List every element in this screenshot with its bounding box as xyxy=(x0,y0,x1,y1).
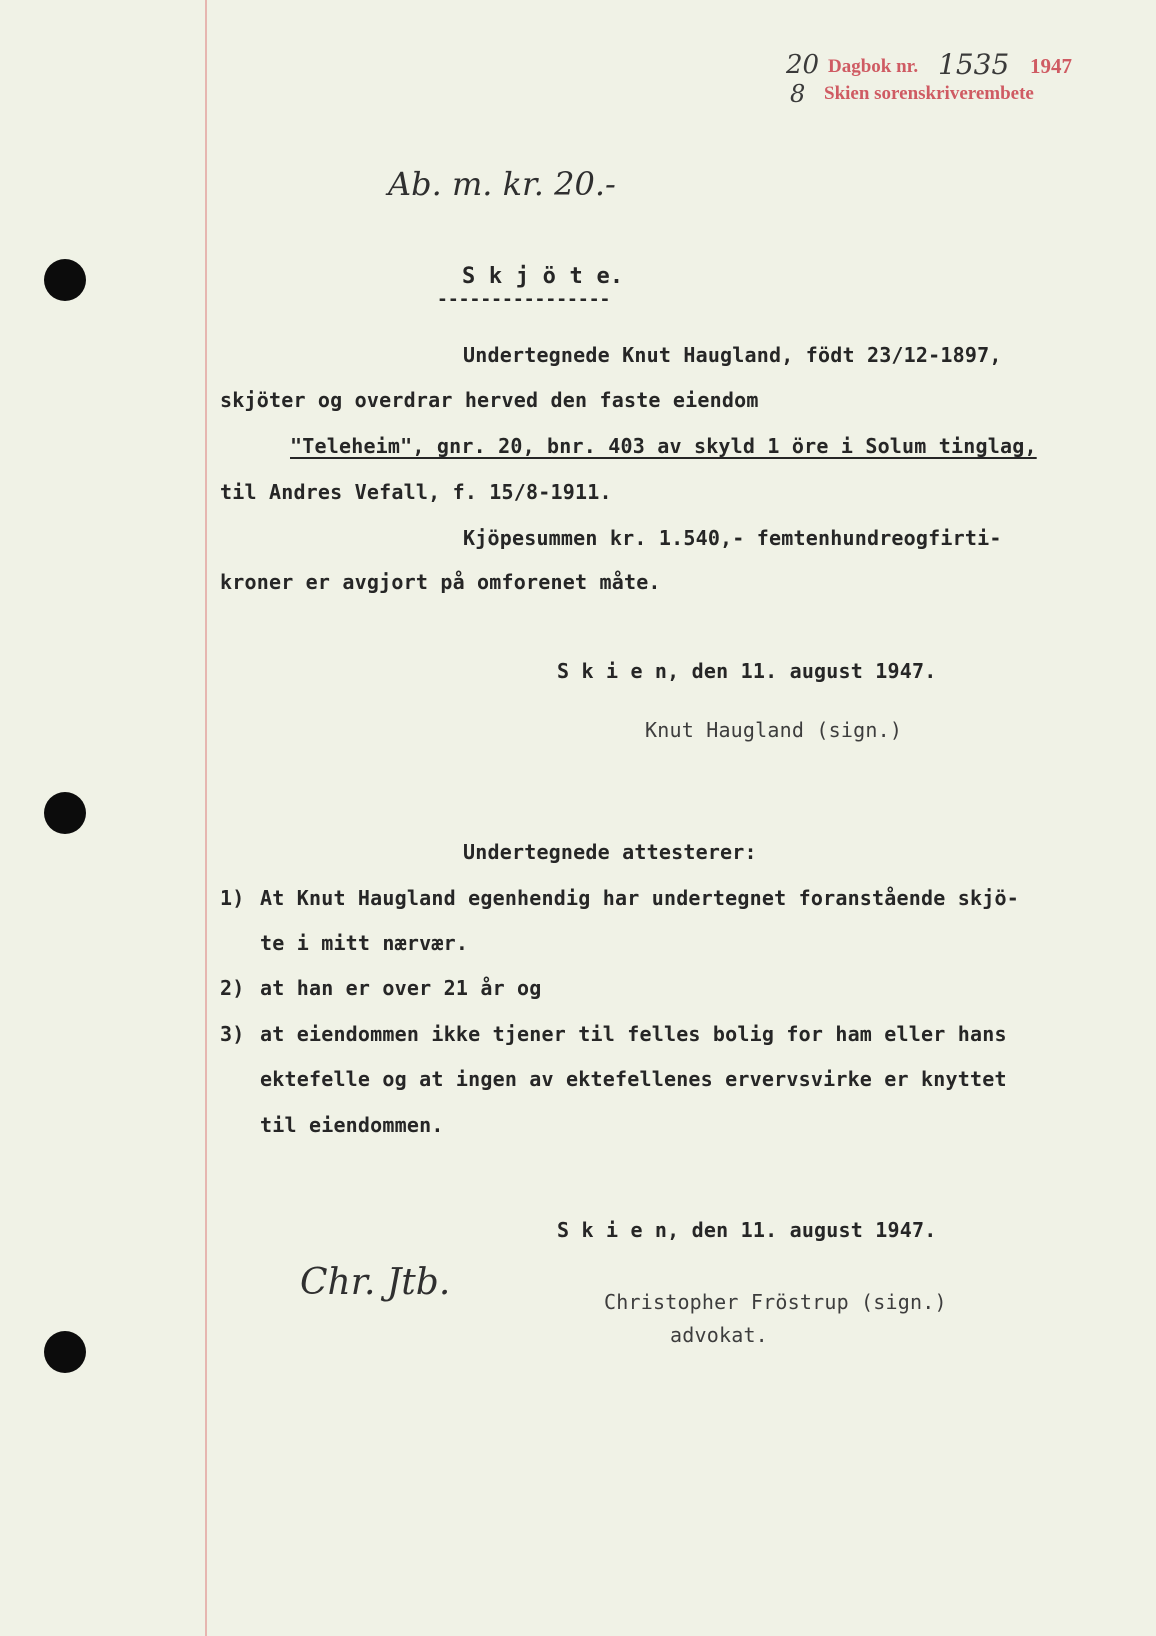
signature-1: Knut Haugland (sign.) xyxy=(645,718,903,742)
attest-item-1-line-2: te i mitt nærvær. xyxy=(260,931,469,955)
title-underline: ---------------- xyxy=(437,289,611,310)
signature-2: Christopher Fröstrup (sign.) xyxy=(604,1290,947,1314)
signature-2-title: advokat. xyxy=(670,1323,768,1347)
punch-hole-middle xyxy=(44,792,86,834)
body-line-4: til Andres Vefall, f. 15/8-1911. xyxy=(220,480,612,504)
punch-hole-top xyxy=(44,259,86,301)
stamp-label: Dagbok nr. xyxy=(828,56,919,77)
margin-rule xyxy=(205,0,207,1636)
document-title: S k j ö t e. xyxy=(462,264,624,289)
body-line-5: Kjöpesummen kr. 1.540,- femtenhundreogfirti- xyxy=(463,526,1002,550)
stamp-date-month: 8 xyxy=(790,80,806,108)
place-date-1: S k i e n, den 11. august 1947. xyxy=(557,659,937,683)
punch-hole-bottom xyxy=(44,1331,86,1373)
handwritten-fee-note: Ab. m. kr. 20.- xyxy=(388,165,616,203)
attest-item-3-line-1: at eiendommen ikke tjener til felles bolig for ham eller hans xyxy=(260,1022,1007,1046)
stamp-date-day: 20 xyxy=(786,50,820,80)
attest-item-3-line-2: ektefelle og at ingen av ektefellenes ervervsvirke er knyttet xyxy=(260,1067,1007,1091)
body-line-1: Undertegnede Knut Haugland, födt 23/12-1897, xyxy=(463,343,1002,367)
body-line-6: kroner er avgjort på omforenet måte. xyxy=(220,570,661,594)
stamp-year: 1947 xyxy=(1030,54,1072,78)
attest-item-3-number: 3) xyxy=(220,1022,245,1046)
handwritten-initials: Chr. Jtb. xyxy=(300,1262,451,1303)
attest-heading: Undertegnede attesterer: xyxy=(463,840,757,864)
body-line-2: skjöter og overdrar herved den faste eiendom xyxy=(220,388,759,412)
attest-item-2-number: 2) xyxy=(220,976,245,1000)
attest-item-1-line-1: At Knut Haugland egenhendig har undertegnet foranstående skjö- xyxy=(260,886,1019,910)
stamp-office: Skien sorenskriverembete xyxy=(824,83,1034,104)
attest-item-3-line-3: til eiendommen. xyxy=(260,1113,444,1137)
attest-item-2-line-1: at han er over 21 år og xyxy=(260,976,542,1000)
attest-item-1-number: 1) xyxy=(220,886,245,910)
body-line-3: "Teleheim", gnr. 20, bnr. 403 av skyld 1 öre i Solum tinglag, xyxy=(290,434,1037,458)
place-date-2: S k i e n, den 11. august 1947. xyxy=(557,1218,937,1242)
stamp-number: 1535 xyxy=(938,48,1010,81)
